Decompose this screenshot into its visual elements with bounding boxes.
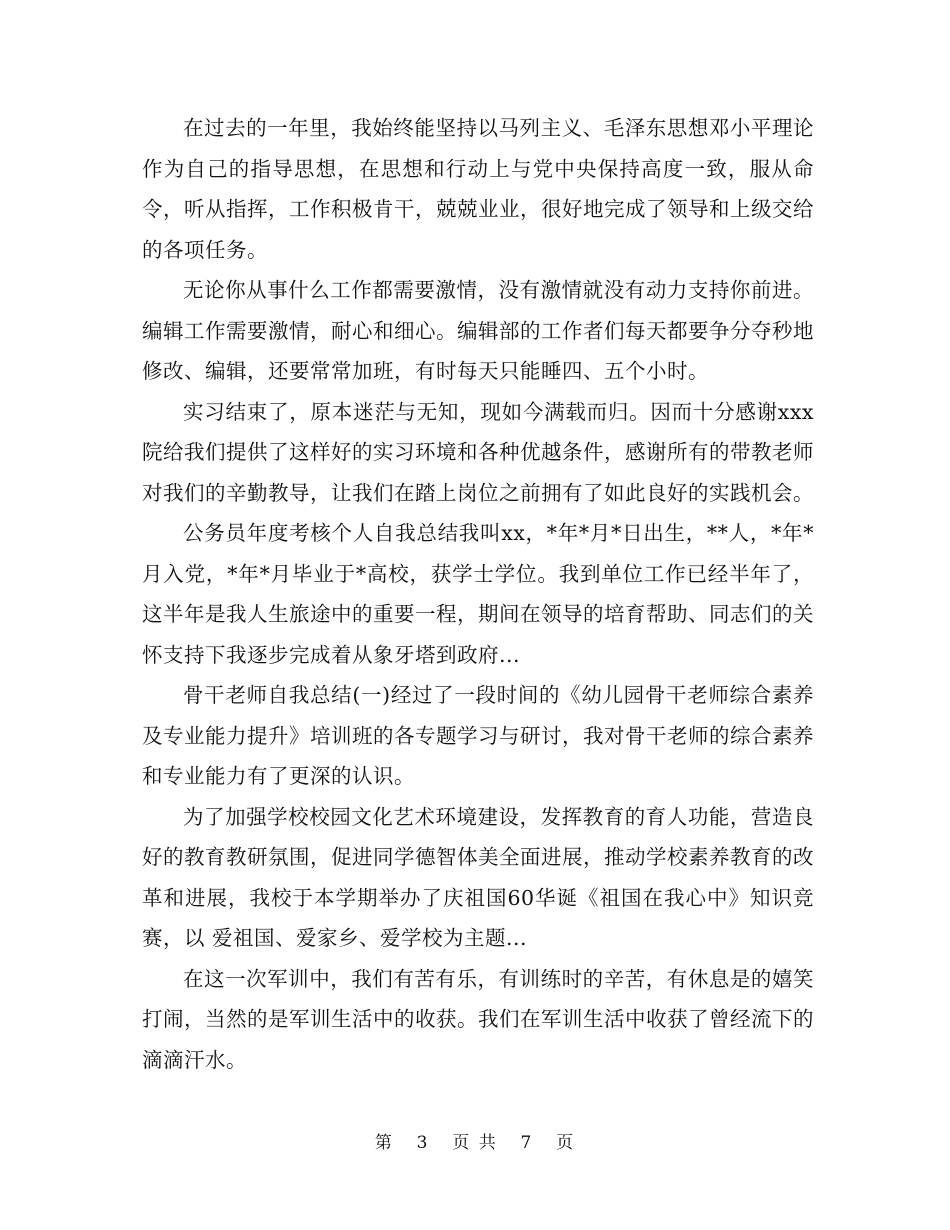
total-pages-number: 7	[520, 1133, 534, 1153]
paragraph-5: 骨干老师自我总结(一)经过了一段时间的《幼儿园骨干老师综合素养及专业能力提升》培训班的各专题学习与研讨，我对骨干老师的综合素养和专业能力有了更深的认识。	[142, 683, 814, 788]
paragraph-1: 在过去的一年里，我始终能坚持以马列主义、毛泽东思想邓小平理论作为自己的指导思想，在思想和行动上与党中央保持高度一致，服从命令，听从指挥，工作积极肯干，兢兢业业，很好地完成了领导和上级交给的各项任务。	[142, 116, 814, 262]
paragraph-7: 在这一次军训中，我们有苦有乐，有训练时的辛苦，有休息是的嬉笑打闹，当然的是军训生活中的收获。我们在军训生活中收获了曾经流下的滴滴汗水。	[142, 966, 814, 1072]
paragraph-2: 无论你从事什么工作都需要激情，没有激情就没有动力支持你前进。编辑工作需要激情，耐心和细心。编辑部的工作者们每天都要争分夺秒地修改、编辑，还要常常加班，有时每天只能睡四、五个小时。	[142, 278, 814, 383]
footer-prefix: 第	[374, 1133, 394, 1153]
footer-suffix: 页	[556, 1133, 576, 1153]
paragraph-6: 为了加强学校校园文化艺术环境建设，发挥教育的育人功能，营造良好的教育教研氛围，促进同学德智体美全面进展，推动学校素养教育的改革和进展，我校于本学期举办了庆祖国60华诞《祖国在我心中》知识竞赛，以 爱祖国、爱家乡、爱学校为主题...	[142, 804, 814, 950]
paragraph-4: 公务员年度考核个人自我总结我叫xx，*年*月*日出生，**人，*年*月入党，*年*月毕业于*高校，获学士学位。我到单位工作已经半年了，这半年是我人生旅途中的重要一程，期间在领导的培育帮助、同志们的关怀支持下我逐步完成着从象牙塔到政府...	[142, 521, 814, 667]
footer-middle: 页 共	[452, 1133, 498, 1153]
document-body	[142, 108, 814, 1080]
current-page-number: 3	[416, 1133, 430, 1153]
page-footer	[0, 1128, 950, 1153]
paragraph-3: 实习结束了，原本迷茫与无知，现如今满载而归。因而十分感谢xxx院给我们提供了这样好的实习环境和各种优越条件，感谢所有的带教老师对我们的辛勤教导，让我们在踏上岗位之前拥有了如此良好的实践机会。	[142, 399, 814, 505]
